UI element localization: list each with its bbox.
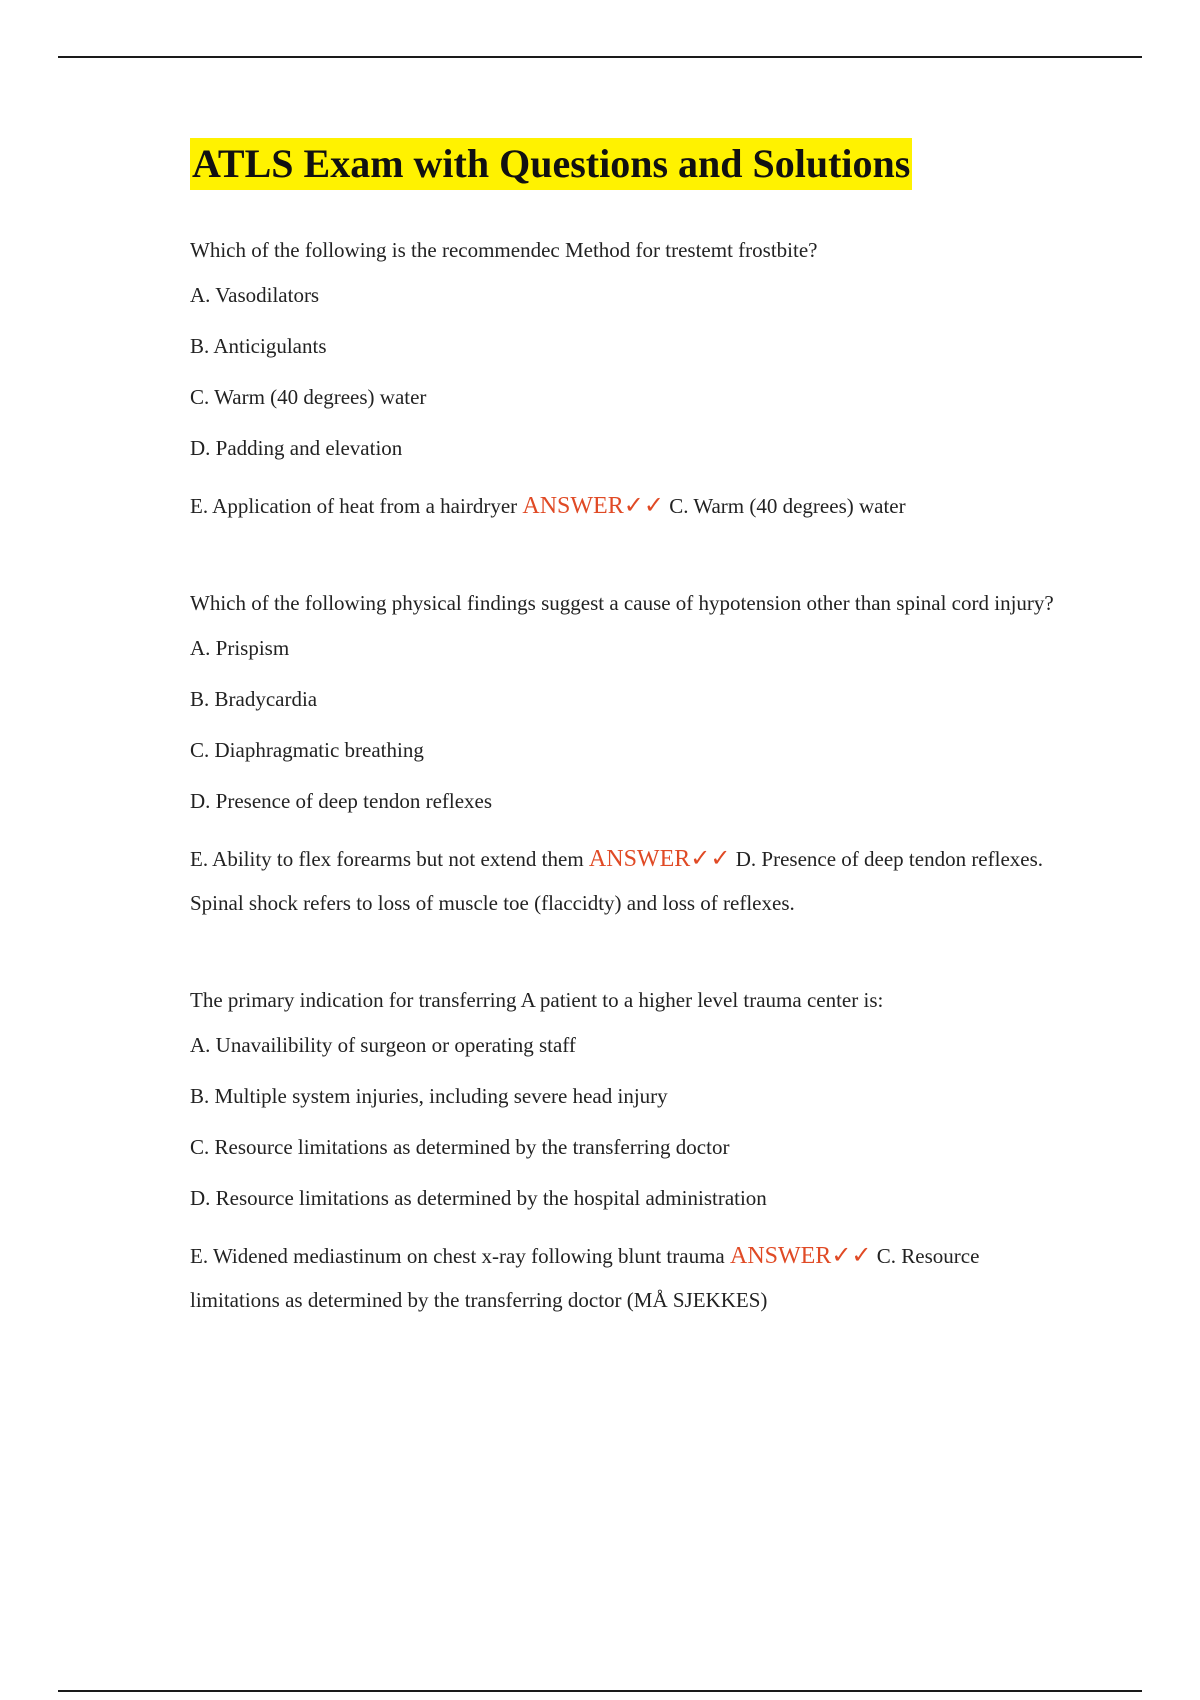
footer-rule [58,1690,1142,1692]
question-text: The primary indication for transferring A patient to a higher level trauma center is: [190,988,884,1012]
option-b: B. Anticigulants [190,334,327,358]
answer-label: ANSWER✓✓ [522,493,664,519]
option-e-with-answer [190,837,1070,925]
option-d: D. Resource limitations as determined by the hospital administration [190,1186,767,1210]
question-text: Which of the following is the recommendec Method for trestemt frostbite? [190,238,818,262]
question-text: Which of the following physical findings suggest a cause of hypotension other than spinal cord injury? [190,591,1054,615]
option-b: B. Multiple system injuries, including severe head injury [190,1084,668,1108]
option-a: A. Vasodilators [190,283,320,307]
option-e-with-answer [190,1234,1070,1322]
question-block [190,230,1070,528]
option-a: A. Prispism [190,636,290,660]
option-d: D. Padding and elevation [190,436,403,460]
option-e: E. Widened mediastinum on chest x-ray following blunt trauma [190,1244,725,1268]
answer-label: ANSWER✓✓ [729,1243,872,1269]
option-c: C. Warm (40 degrees) water [190,385,427,409]
document-title: ATLS Exam with Questions and Solutions [190,138,912,190]
header-rule [58,56,1142,58]
answer-text: C. Resource limitations as determined by the transferring doctor (MÅ SJEKKES) [190,1244,980,1312]
option-c: C. Diaphragmatic breathing [190,738,424,762]
answer-label: ANSWER✓✓ [588,846,731,872]
option-e: E. Ability to flex forearms but not extend them [190,847,584,871]
option-a: A. Unavailibility of surgeon or operating staff [190,1033,576,1057]
answer-text: C. Warm (40 degrees) water [669,494,906,518]
question-block [190,583,1070,925]
option-d: D. Presence of deep tendon reflexes [190,789,493,813]
document-body [190,138,1070,1377]
question-block [190,980,1070,1322]
option-e-with-answer [190,484,1070,528]
option-c: C. Resource limitations as determined by the transferring doctor [190,1135,730,1159]
option-e: E. Application of heat from a hairdryer [190,494,518,518]
option-b: B. Bradycardia [190,687,318,711]
answer-text: D. Presence of deep tendon reflexes. Spinal shock refers to loss of muscle toe (flaccidty) and loss of reflexes. [190,847,1044,915]
